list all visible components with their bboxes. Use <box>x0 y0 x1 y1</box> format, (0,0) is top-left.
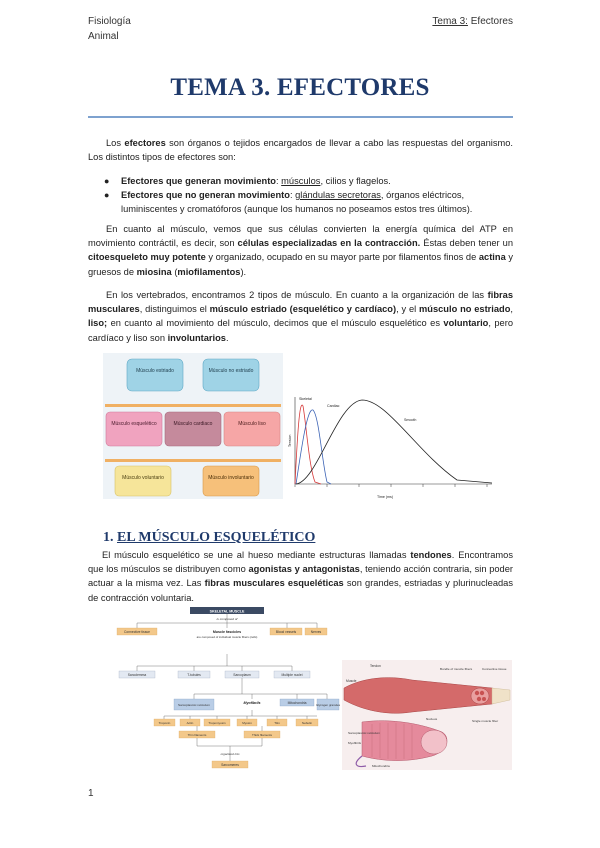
twitch-tension-graph <box>287 392 502 502</box>
page-title: TEMA 3. EFECTORES <box>170 74 430 101</box>
svg-text:Thin filaments: Thin filaments <box>187 733 207 737</box>
svg-text:Actin: Actin <box>186 721 194 725</box>
x-axis-label: Time (ms) <box>377 495 394 499</box>
svg-text:SKELETAL MUSCLE: SKELETAL MUSCLE <box>209 609 245 614</box>
box-striated-muscle <box>127 359 183 391</box>
header-subject-line1: Fisiología <box>88 16 131 27</box>
header-topic-label: Tema 3: <box>432 16 468 27</box>
svg-text:Blood vessels: Blood vessels <box>275 630 297 634</box>
label-nucleus: Nucleus <box>426 717 438 721</box>
svg-text:T-tubules: T-tubules <box>187 673 201 677</box>
label-non-striated: Músculo no estriado <box>208 368 254 374</box>
box-skeletal-muscle <box>106 412 162 446</box>
label-skeletal: Músculo esquelético <box>111 421 157 427</box>
muscle-paragraph: En cuanto al músculo, vemos que sus células convierten la energía química del ATP en movimiento contráctil, es decir, son células especializadas en la contracción. Éstas deben tener un citoesqueleto muy potente y organizado, ocupado en su mayor parte por filamentos finos de actina y gruesos de miosina (miofilamentos). <box>88 224 514 277</box>
vertebrate-paragraph: En los vertebrados, encontramos 2 tipos de músculo. En cuanto a la organización de las fibras musculares, distinguimos el músculo estriado (esquelético y cardíaco), y el músculo no estriado, liso; en cuanto al movimiento del músculo, decimos que el músculo esquelético es voluntario, pero cardíaco y liso son involuntarios. <box>88 290 514 343</box>
label-smooth: Músculo liso <box>238 421 266 427</box>
label-connective: Connective tissue <box>482 667 507 671</box>
header-subject <box>88 14 131 44</box>
label-bundle: Bundle of muscle fibers <box>440 667 473 671</box>
box-involuntary-muscle <box>203 466 259 496</box>
y-axis-label: Tension <box>288 434 292 447</box>
node-myofibrils: Myofibrils <box>243 701 261 705</box>
fascicle-cross-section <box>471 688 489 704</box>
skeletal-paragraph: El músculo esquelético se une al hueso mediante estructuras llamadas tendones. Encontramos que los músculos se distribuyen como agonistas y antagonistas, teniendo acción contraria, sin poder actuar a la misma vez. Las fibras musculares esqueléticas son grandes, estriadas y plurinucleadas de contracción voluntaria. <box>88 550 513 603</box>
smooth-curve <box>296 400 492 484</box>
page-number: 1 <box>88 788 94 799</box>
bullet-dot-icon: ● <box>104 176 110 186</box>
skeletal-muscle-concept-map <box>112 606 342 776</box>
svg-text:Sarcoplasmic reticulum: Sarcoplasmic reticulum <box>178 703 210 707</box>
box-cardiac-muscle <box>165 412 221 446</box>
bullet-item: ● Efectores que generan movimiento: músculos, cilios y flagelos. <box>121 174 513 188</box>
title-underline <box>88 116 513 118</box>
svg-text:Sarcolemma: Sarcolemma <box>127 673 147 677</box>
header-topic-name: Efectores <box>467 16 513 27</box>
svg-text:Nebulin: Nebulin <box>301 721 313 725</box>
label-cardiac: Músculo cardiaco <box>173 421 213 427</box>
label-cardiac-curve: Cardiac <box>327 404 340 408</box>
label-tendon: Tendon <box>370 664 381 668</box>
muscle-classification-diagram <box>103 353 283 499</box>
label-mitochondria: Mitochondria <box>372 764 390 768</box>
label-smooth-curve: Smooth <box>404 418 417 422</box>
section-number: 1. <box>103 530 114 545</box>
box-non-striated-muscle <box>203 359 259 391</box>
svg-text:Glycogen granules: Glycogen granules <box>315 703 341 707</box>
muscle-anatomy-illustration <box>342 660 512 770</box>
bullet-item: ● Efectores que no generan movimiento: glándulas secretoras, órganos eléctricos, luminiscentes y cromatóforos (aunque los humanos no poseamos estos tres últimos). <box>104 190 473 215</box>
label-myofibrils: Myofibrils <box>348 741 362 745</box>
header-topic <box>432 14 513 29</box>
label-skeletal-curve: Skeletal <box>299 397 312 401</box>
svg-text:Connective tissue: Connective tissue <box>123 630 151 634</box>
fiber-cross-section <box>421 730 447 754</box>
svg-text:Tropomyosin: Tropomyosin <box>208 721 226 725</box>
section-heading <box>103 530 315 546</box>
intro-paragraph: Los efectores son órganos o tejidos encargados de llevar a cabo las respuestas del organismo. Los distintos tipos de efectores son: <box>88 138 513 163</box>
bullet-dot-icon: ● <box>104 190 110 200</box>
svg-text:organized into: organized into <box>220 752 240 756</box>
label-striated: Músculo estriado <box>136 368 174 374</box>
label-voluntary: Músculo voluntario <box>122 475 164 481</box>
node-muscle-fascicles: Muscle fascicles <box>212 630 242 634</box>
svg-text:Nerves: Nerves <box>310 630 322 634</box>
svg-text:Troponin: Troponin <box>158 721 171 725</box>
label-sr: Sarcoplasmic reticulum <box>348 731 380 735</box>
section-title: EL MÚSCULO ESQUELÉTICO <box>117 530 316 545</box>
svg-text:Myosin: Myosin <box>242 721 252 725</box>
header-subject-line2: Animal <box>88 31 119 42</box>
label-muscle: Muscle <box>346 679 357 683</box>
svg-text:Sarcomeres: Sarcomeres <box>221 763 239 767</box>
svg-text:is composed of: is composed of <box>216 617 238 621</box>
svg-text:Mitochondria: Mitochondria <box>287 701 307 705</box>
svg-text:Titin: Titin <box>274 721 280 725</box>
svg-text:are composed of individual mus: are composed of individual muscle fibers (cells) <box>196 635 258 639</box>
svg-text:Thick filaments: Thick filaments <box>251 733 273 737</box>
cardiac-curve <box>296 410 331 484</box>
label-involuntary: Músculo involuntario <box>208 475 254 481</box>
svg-text:Sarcoplasm: Sarcoplasm <box>233 673 251 677</box>
box-smooth-muscle <box>224 412 280 446</box>
svg-text:Multiple nuclei: Multiple nuclei <box>281 673 303 677</box>
box-voluntary-muscle <box>115 466 171 496</box>
label-single-fiber: Single muscle fiber <box>472 719 499 723</box>
